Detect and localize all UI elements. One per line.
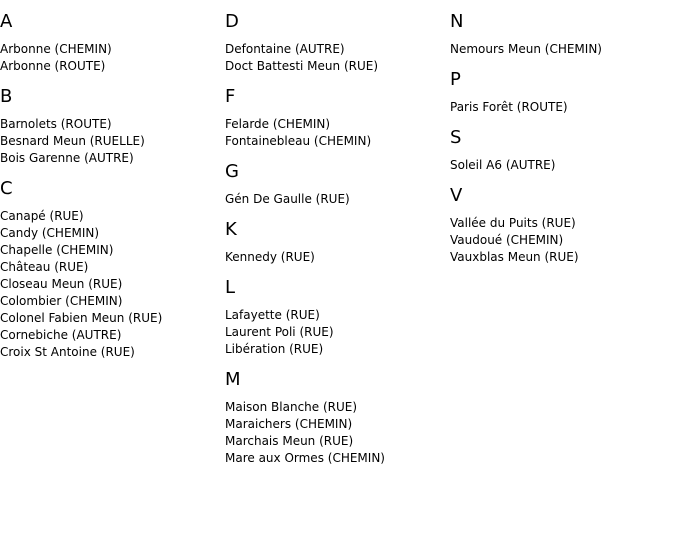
section-letter-heading: A [0, 11, 13, 32]
letter-section-g [225, 161, 445, 208]
letter-section-k [225, 219, 445, 266]
column-1 [0, 0, 220, 371]
street-list [225, 249, 445, 266]
street-item[interactable]: Canapé (RUE) [0, 209, 84, 223]
section-letter-heading: F [225, 86, 236, 107]
letter-section-v [450, 185, 675, 266]
street-item[interactable]: Defontaine (AUTRE) [225, 42, 345, 56]
street-list [225, 116, 445, 150]
street-item[interactable]: Arbonne (ROUTE) [0, 59, 106, 73]
street-item[interactable]: Gén De Gaulle (RUE) [225, 192, 350, 206]
section-letter-heading: D [225, 11, 239, 32]
section-letter-heading: L [225, 277, 236, 298]
street-item[interactable]: Cornebiche (AUTRE) [0, 328, 122, 342]
letter-section-f [225, 86, 445, 150]
street-item[interactable]: Paris Forêt (ROUTE) [450, 100, 568, 114]
street-item[interactable]: Nemours Meun (CHEMIN) [450, 42, 602, 56]
street-item[interactable]: Chapelle (CHEMIN) [0, 243, 114, 257]
section-letter-heading: C [0, 178, 13, 199]
street-item[interactable]: Vallée du Puits (RUE) [450, 216, 576, 230]
street-item[interactable]: Colonel Fabien Meun (RUE) [0, 311, 163, 325]
street-list [450, 99, 675, 116]
letter-section-d [225, 11, 445, 75]
street-item[interactable]: Soleil A6 (AUTRE) [450, 158, 556, 172]
street-item[interactable]: Bois Garenne (AUTRE) [0, 151, 134, 165]
section-letter-heading: M [225, 369, 241, 390]
street-item[interactable]: Vauxblas Meun (RUE) [450, 250, 579, 264]
street-item[interactable]: Kennedy (RUE) [225, 250, 315, 264]
street-item[interactable]: Felarde (CHEMIN) [225, 117, 331, 131]
street-list [450, 215, 675, 266]
street-item[interactable]: Maraichers (CHEMIN) [225, 417, 353, 431]
column-2 [225, 0, 445, 477]
letter-section-l [225, 277, 445, 358]
section-letter-heading: S [450, 127, 462, 148]
section-letter-heading: N [450, 11, 464, 32]
street-item[interactable]: Mare aux Ormes (CHEMIN) [225, 451, 385, 465]
section-letter-heading: G [225, 161, 239, 182]
street-list [225, 399, 445, 467]
street-list [450, 157, 675, 174]
street-item[interactable]: Doct Battesti Meun (RUE) [225, 59, 379, 73]
letter-section-m [225, 369, 445, 467]
street-item[interactable]: Barnolets (ROUTE) [0, 117, 112, 131]
street-item[interactable]: Croix St Antoine (RUE) [0, 345, 135, 359]
letter-section-c [0, 178, 220, 361]
street-item[interactable]: Maison Blanche (RUE) [225, 400, 358, 414]
letter-section-a [0, 11, 220, 75]
street-item[interactable]: Closeau Meun (RUE) [0, 277, 123, 291]
street-item[interactable]: Vaudoué (CHEMIN) [450, 233, 564, 247]
section-letter-heading: K [225, 219, 237, 240]
letter-section-p [450, 69, 675, 116]
letter-section-s [450, 127, 675, 174]
section-letter-heading: V [450, 185, 463, 206]
street-item[interactable]: Laurent Poli (RUE) [225, 325, 334, 339]
street-item[interactable]: Arbonne (CHEMIN) [0, 42, 112, 56]
street-item[interactable]: Lafayette (RUE) [225, 308, 320, 322]
street-list [225, 41, 445, 75]
section-letter-heading: B [0, 86, 13, 107]
letter-section-n [450, 11, 675, 58]
street-item[interactable]: Besnard Meun (RUELLE) [0, 134, 145, 148]
street-list [450, 41, 675, 58]
street-list [0, 41, 220, 75]
street-list [0, 208, 220, 361]
column-3 [450, 0, 675, 276]
street-item[interactable]: Marchais Meun (RUE) [225, 434, 354, 448]
letter-section-b [0, 86, 220, 167]
street-item[interactable]: Candy (CHEMIN) [0, 226, 100, 240]
street-list [0, 116, 220, 167]
street-item[interactable]: Libération (RUE) [225, 342, 324, 356]
section-letter-heading: P [450, 69, 461, 90]
street-list [225, 191, 445, 208]
street-list [225, 307, 445, 358]
street-item[interactable]: Fontainebleau (CHEMIN) [225, 134, 372, 148]
street-item[interactable]: Colombier (CHEMIN) [0, 294, 123, 308]
street-item[interactable]: Château (RUE) [0, 260, 89, 274]
